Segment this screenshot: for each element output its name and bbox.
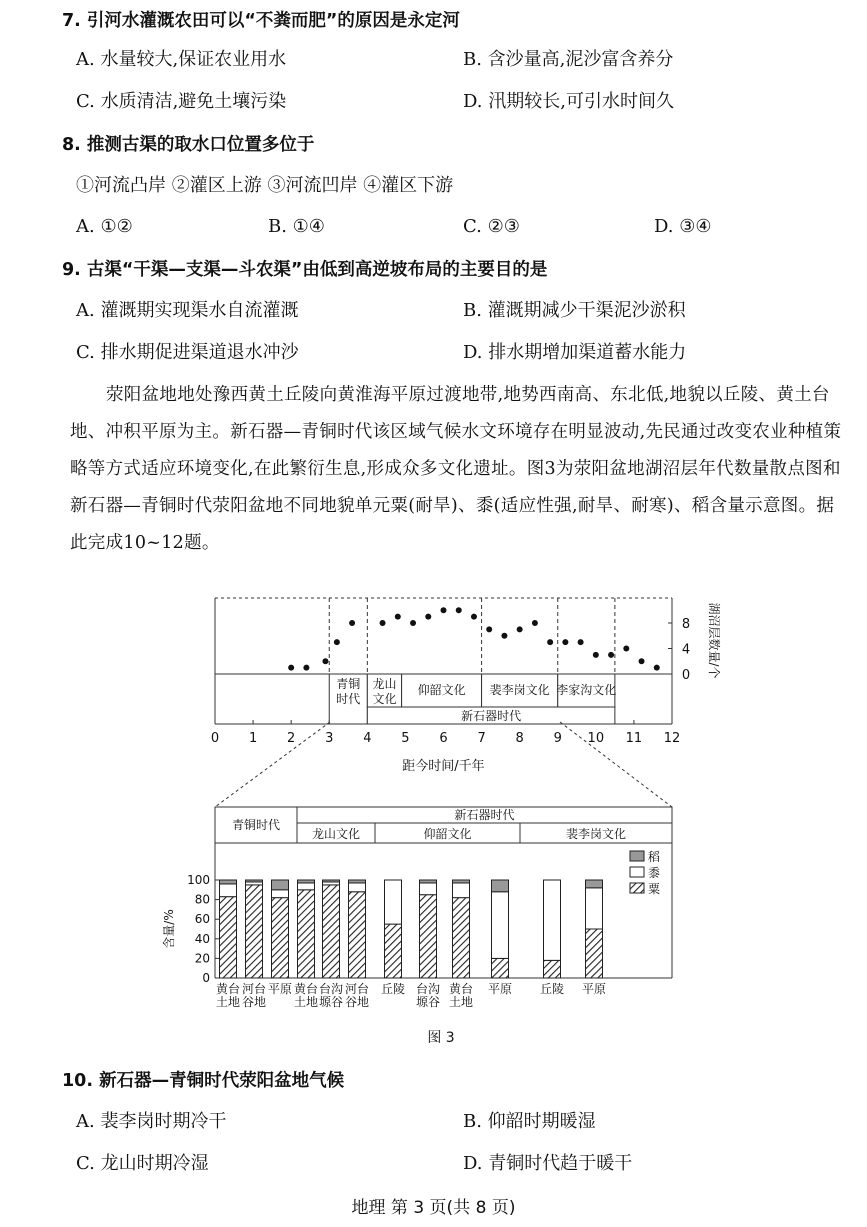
- category-label: 台: [415, 982, 429, 996]
- q9-stem: 9. 古渠“干渠—支渠—斗农渠”由低到高逆坡布局的主要目的是: [62, 260, 548, 280]
- bar-segment: [220, 884, 237, 897]
- bar-segment: [586, 888, 603, 929]
- passage: 荥阳盆地地处豫西黄土丘陵向黄淮海平原过渡地带,地势西南高、东北低,地貌以丘陵、黄土台地、冲积平原为主。新石器—青铜时代该区域气候水文环境存在明显波动,先民通过改变农业种植策略等方式适应环境变化,在此繁衍生息,形成众多文化遗址。图3为荥阳盆地湖沼层年代数量散点图和新石器—青铜时代荥阳盆地不同地貌单元粟(耐旱)、黍(适应性强,耐旱、耐寒)、稻含量示意图。据此完成10~12题。: [70, 385, 842, 553]
- period-label: 裴李岗文化: [489, 683, 550, 697]
- q8-stem: 8. 推测古渠的取水口位置多位于: [62, 135, 315, 155]
- bar-segment: [586, 880, 603, 888]
- q9-option-b[interactable]: B. 灌溉期减少干渠泥沙淤积: [463, 300, 686, 321]
- category-label: 平: [267, 982, 281, 996]
- x-tick-label: 6: [439, 731, 448, 746]
- x-tick-label: 12: [663, 731, 681, 746]
- x-axis-label: 距今时间/千年: [402, 759, 485, 774]
- y-tick-label: 100: [187, 873, 210, 887]
- bar-segment: [420, 895, 437, 978]
- category-label: 台: [227, 982, 241, 996]
- y-tick-label: 8: [681, 617, 691, 632]
- data-point: [288, 665, 294, 671]
- y-tick-label: 80: [194, 892, 210, 907]
- data-point: [501, 633, 507, 639]
- data-point: [395, 614, 401, 620]
- header-longshan: 龙山文化: [311, 827, 361, 841]
- category-label: 塬: [318, 995, 332, 1009]
- header-bronze: 青铜时代: [231, 818, 281, 832]
- x-tick-label: 2: [287, 731, 296, 746]
- figure-caption: 图 3: [427, 1030, 455, 1046]
- category-label: 台: [305, 982, 319, 996]
- bar-segment: [349, 880, 366, 883]
- q9-option-d[interactable]: D. 排水期增加渠道蓄水能力: [463, 342, 687, 363]
- bar-segment: [220, 897, 237, 978]
- q8-option-b[interactable]: B. ①④: [268, 216, 325, 237]
- category-label: 地: [356, 995, 370, 1009]
- data-point: [349, 620, 355, 626]
- bar-segment: [453, 883, 470, 898]
- bar-segment: [298, 890, 315, 978]
- zoom-line-left: [215, 722, 330, 807]
- bar-segment: [220, 880, 237, 884]
- period-label: 时代: [336, 692, 361, 706]
- data-point: [639, 658, 645, 664]
- y-tick-label: 0: [202, 971, 210, 985]
- data-point: [578, 639, 584, 645]
- category-label: 谷: [344, 995, 358, 1009]
- x-tick-label: 7: [477, 731, 486, 746]
- x-tick-label: 3: [325, 731, 334, 746]
- category-label: 土: [448, 995, 462, 1009]
- q9-option-c[interactable]: C. 排水期促进渠道退水冲沙: [76, 342, 299, 363]
- category-label: 地: [253, 995, 267, 1009]
- data-point: [532, 620, 538, 626]
- bar-segment: [246, 885, 263, 978]
- category-label: 地: [460, 995, 474, 1009]
- data-point: [456, 607, 462, 613]
- bar-segment: [385, 924, 402, 978]
- data-point: [322, 658, 328, 664]
- category-label: 黄: [448, 982, 462, 996]
- bar-segment: [492, 892, 509, 959]
- legend-label: 黍: [648, 866, 661, 880]
- q7-option-a[interactable]: A. 水量较大,保证农业用水: [76, 49, 287, 70]
- legend-label: 粟: [648, 882, 661, 896]
- bar-segment: [453, 898, 470, 978]
- data-point: [547, 639, 553, 645]
- data-point: [486, 626, 492, 632]
- category-label: 陵: [551, 982, 565, 996]
- bar-segment: [272, 890, 289, 898]
- q10-option-a[interactable]: A. 裴李岗时期冷干: [76, 1111, 227, 1132]
- category-label: 黄: [215, 982, 229, 996]
- legend-swatch: [630, 851, 644, 861]
- data-point: [410, 620, 416, 626]
- era-label: 新石器时代: [461, 709, 522, 723]
- bar-segment: [385, 880, 402, 924]
- bar-chart: [162, 807, 672, 1009]
- category-label: 塬: [415, 995, 429, 1009]
- y-axis-label: 含量/%: [162, 909, 176, 949]
- x-tick-label: 10: [587, 731, 605, 746]
- data-point: [425, 614, 431, 620]
- data-point: [517, 626, 523, 632]
- y-tick-label: 40: [194, 931, 210, 946]
- category-label: 原: [279, 982, 293, 996]
- period-label: 文化: [372, 692, 397, 706]
- category-label: 谷: [330, 995, 344, 1009]
- category-label: 平: [581, 982, 595, 996]
- category-label: 谷: [427, 995, 441, 1009]
- category-label: 沟: [330, 982, 344, 996]
- x-tick-label: 1: [248, 731, 258, 746]
- x-tick-label: 9: [553, 731, 562, 746]
- bar-segment: [586, 929, 603, 978]
- y-axis-label: 湖沼层数量/个: [707, 602, 721, 679]
- category-label: 原: [499, 982, 513, 996]
- scatter-chart: [211, 598, 722, 774]
- bar-segment: [492, 958, 509, 978]
- data-point: [334, 639, 340, 645]
- bar-segment: [298, 880, 315, 883]
- q7-option-b[interactable]: B. 含沙量高,泥沙富含养分: [463, 49, 674, 70]
- bar-segment: [323, 880, 340, 882]
- data-point: [441, 607, 447, 613]
- bar-segment: [298, 883, 315, 890]
- legend-swatch: [630, 867, 644, 877]
- x-tick-label: 5: [401, 731, 410, 746]
- category-label: 地: [227, 995, 241, 1009]
- category-label: 台: [318, 982, 332, 996]
- bar-segment: [272, 880, 289, 890]
- bar-segment: [272, 898, 289, 978]
- q8-option-a[interactable]: A. ①②: [76, 216, 133, 237]
- q7-stem: 7. 引河水灌溉农田可以“不粪而肥”的原因是永定河: [62, 11, 460, 31]
- q10-option-d[interactable]: D. 青铜时代趋于暖干: [463, 1153, 633, 1174]
- bar-segment: [349, 892, 366, 978]
- q10-option-c[interactable]: C. 龙山时期冷湿: [76, 1153, 209, 1174]
- bar-segment: [544, 960, 561, 978]
- category-label: 丘: [539, 982, 553, 996]
- period-label: 李家沟文化: [556, 683, 617, 697]
- category-label: 谷: [241, 995, 255, 1009]
- x-tick-label: 8: [515, 731, 524, 746]
- category-label: 河: [241, 982, 255, 996]
- bar-segment: [246, 880, 263, 882]
- x-tick-label: 11: [625, 731, 643, 746]
- x-tick-label: 4: [363, 731, 372, 746]
- figure-3: [0, 585, 867, 1055]
- page-footer: 地理 第 3 页(共 8 页): [351, 1198, 516, 1218]
- y-tick-label: 4: [681, 642, 691, 658]
- zoom-line-right: [560, 722, 672, 807]
- data-point: [562, 639, 568, 645]
- y-tick-label: 20: [194, 951, 210, 966]
- bar-segment: [349, 883, 366, 892]
- data-point: [608, 652, 614, 658]
- data-point: [593, 652, 599, 658]
- q8-option-c[interactable]: C. ②③: [463, 216, 520, 237]
- bar-segment: [420, 880, 437, 883]
- category-label: 土: [215, 995, 229, 1009]
- data-point: [623, 646, 629, 652]
- x-tick-label: 0: [210, 731, 220, 746]
- data-point: [654, 665, 660, 671]
- category-label: 陵: [392, 982, 406, 996]
- category-label: 丘: [380, 982, 394, 996]
- data-point: [471, 614, 477, 620]
- category-label: 原: [593, 982, 607, 996]
- y-tick-label: 0: [681, 668, 691, 683]
- bar-segment: [453, 880, 470, 883]
- category-label: 台: [253, 982, 267, 996]
- q7-option-d[interactable]: D. 汛期较长,可引水时间久: [463, 91, 674, 112]
- q10-option-b[interactable]: B. 仰韶时期暖湿: [463, 1111, 596, 1132]
- bar-segment: [420, 883, 437, 895]
- bar-segment: [492, 880, 509, 892]
- data-point: [303, 665, 309, 671]
- q8-option-d[interactable]: D. ③④: [654, 216, 712, 237]
- category-label: 黄: [293, 982, 307, 996]
- q7-option-c[interactable]: C. 水质清洁,避免土壤污染: [76, 91, 287, 112]
- header-yangshao: 仰韶文化: [423, 827, 472, 841]
- category-label: 平: [487, 982, 501, 996]
- header-neolithic: 新石器时代: [454, 808, 515, 822]
- legend-swatch: [630, 883, 644, 893]
- category-label: 地: [305, 995, 319, 1009]
- category-label: 河: [344, 982, 358, 996]
- category-label: 台: [356, 982, 370, 996]
- period-label: 青铜: [336, 677, 361, 691]
- y-tick-label: 60: [194, 912, 210, 927]
- q9-option-a[interactable]: A. 灌溉期实现渠水自流灌溉: [76, 300, 299, 321]
- period-label: 龙山: [372, 677, 397, 691]
- q8-items: ①河流凸岸 ②灌区上游 ③河流凹岸 ④灌区下游: [76, 175, 454, 196]
- data-point: [380, 620, 386, 626]
- bar-segment: [323, 885, 340, 978]
- category-label: 土: [293, 995, 307, 1009]
- category-label: 沟: [427, 982, 441, 996]
- category-label: 台: [460, 982, 474, 996]
- legend-label: 稻: [648, 850, 661, 864]
- q10-stem: 10. 新石器—青铜时代荥阳盆地气候: [62, 1071, 345, 1091]
- header-peiligang: 裴李岗文化: [565, 827, 627, 841]
- bar-segment: [544, 880, 561, 960]
- period-label: 仰韶文化: [417, 683, 466, 697]
